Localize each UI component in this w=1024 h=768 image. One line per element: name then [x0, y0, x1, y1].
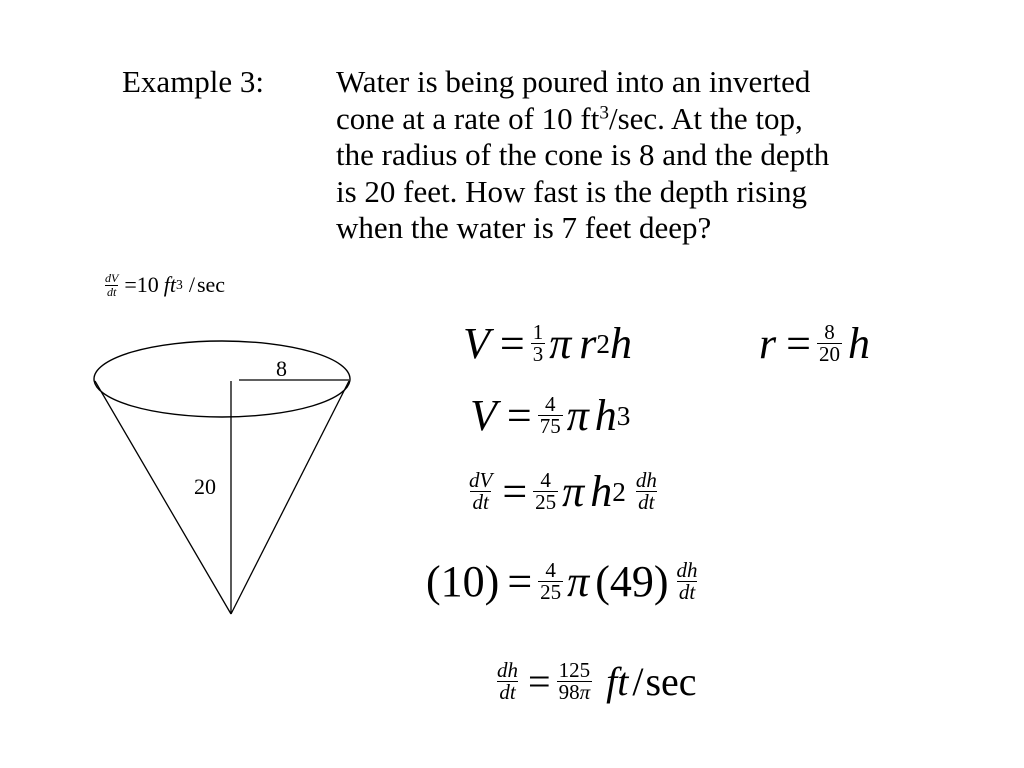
substituted-equation [426, 556, 700, 607]
derivative-coefficient-denominator: 25 [535, 490, 557, 514]
derivative-equation: $\frac{dV}{dt}$ = $\frac{4}{25}$ π h 2 $\frac{dh}{dt}$ [469, 467, 657, 516]
given-rate-value: 10 [136, 272, 159, 297]
derivative-coefficient [533, 467, 558, 514]
given-rate: $\frac{dV}{dt}$ = 10 ft 3 / sec [105, 271, 226, 299]
derivative-lhs-numerator: dV [469, 467, 493, 492]
substituted-value: (49) [595, 557, 669, 606]
problem-line-5: when the water is 7 feet deep? [336, 210, 712, 245]
answer-equation [495, 658, 697, 705]
given-rate-unit: ft [163, 272, 176, 297]
answer-equals: = [528, 659, 551, 704]
substituted-lhs: (10) [426, 557, 500, 606]
problem-line-1: Water is being poured into an inverted [336, 64, 811, 99]
volume-fraction-denominator: 3 [532, 342, 544, 366]
radius-h: h [847, 319, 870, 368]
answer-lhs-denominator: dt [499, 680, 516, 704]
volume-fraction [531, 319, 546, 366]
given-rate-per: sec [196, 272, 226, 297]
volume-h-pi: π [566, 391, 589, 440]
volume-h-lhs: V [470, 391, 497, 440]
volume-h-fraction-denominator: 75 [539, 414, 561, 438]
given-rate-denominator: dt [107, 284, 117, 299]
given-rate-equals: = [124, 272, 137, 297]
problem-line-4: is 20 feet. How fast is the depth rising [336, 173, 807, 209]
volume-h-var: h [594, 391, 617, 440]
substituted-rhs-numerator: dh [676, 557, 698, 582]
answer-fraction-numerator: 125 [558, 657, 591, 682]
answer-slash: / [632, 659, 644, 704]
substituted-rhs-denominator: dt [678, 580, 696, 604]
derivative-h: h [590, 467, 613, 516]
volume-h-equals: = [506, 391, 532, 440]
derivative-rhs-fraction [634, 467, 659, 514]
volume-equals: = [499, 319, 525, 368]
answer-fraction-denominator [557, 681, 593, 703]
substituted-equals: = [507, 557, 533, 606]
volume-in-h: V = $\frac{4}{75}$ π h 3 [470, 391, 631, 440]
radius-fraction-denominator: 20 [818, 342, 840, 366]
answer-denominator-value: 98 [558, 680, 580, 704]
radius-fraction-numerator: 8 [824, 319, 835, 344]
substituted-rhs-fraction [675, 557, 700, 604]
volume-h-fraction [538, 391, 563, 438]
volume-h-fraction-numerator: 4 [544, 391, 556, 416]
derivative-equals: = [502, 467, 528, 516]
derivative-rhs-denominator: dt [638, 490, 655, 514]
problem-line-3: the radius of the cone is 8 and the depth [336, 137, 830, 172]
volume-formula: V = $\frac{1}{3}$ π r 2 h [463, 319, 633, 368]
volume-h: h [610, 319, 633, 368]
radius-relation [759, 318, 870, 369]
volume-pi: π [549, 319, 572, 368]
answer-denominator-pi: π [579, 680, 591, 704]
substituted-coefficient-numerator: 4 [545, 557, 556, 582]
problem-line-2-text: cone at a rate of 10 ft [336, 100, 600, 136]
derivative-coefficient-numerator: 4 [540, 467, 551, 492]
height-label: 20 [194, 474, 216, 499]
radius-label: 8 [276, 356, 287, 381]
example-label: Example 3: [122, 64, 265, 99]
radius-equals: = [786, 319, 811, 368]
derivative-rhs-numerator: dh [635, 467, 657, 492]
substituted-pi: π [567, 557, 590, 606]
answer-lhs-numerator: dh [497, 657, 518, 682]
problem-line-2-tail: /sec. At the top, [608, 100, 803, 136]
answer-lhs-fraction [495, 657, 520, 704]
volume-fraction-numerator: 1 [532, 319, 544, 344]
answer-per: sec [645, 659, 697, 704]
answer-unit: ft [606, 659, 629, 704]
substituted-coefficient [538, 557, 563, 604]
derivative-pi: π [562, 467, 585, 516]
cone-top-ellipse [94, 341, 350, 417]
radius-fraction [817, 319, 842, 366]
given-rate-slash: / [188, 272, 195, 297]
given-rate-numerator: dV [105, 271, 119, 286]
substituted-coefficient-denominator: 25 [540, 580, 562, 604]
cubic-exponent: 3 [599, 101, 609, 123]
volume-r: r [579, 319, 597, 368]
radius-lhs: r [759, 319, 777, 368]
volume-lhs: V [463, 319, 490, 368]
answer-fraction [557, 657, 593, 704]
derivative-lhs-denominator: dt [472, 490, 489, 514]
derivative-lhs-fraction [467, 467, 494, 514]
